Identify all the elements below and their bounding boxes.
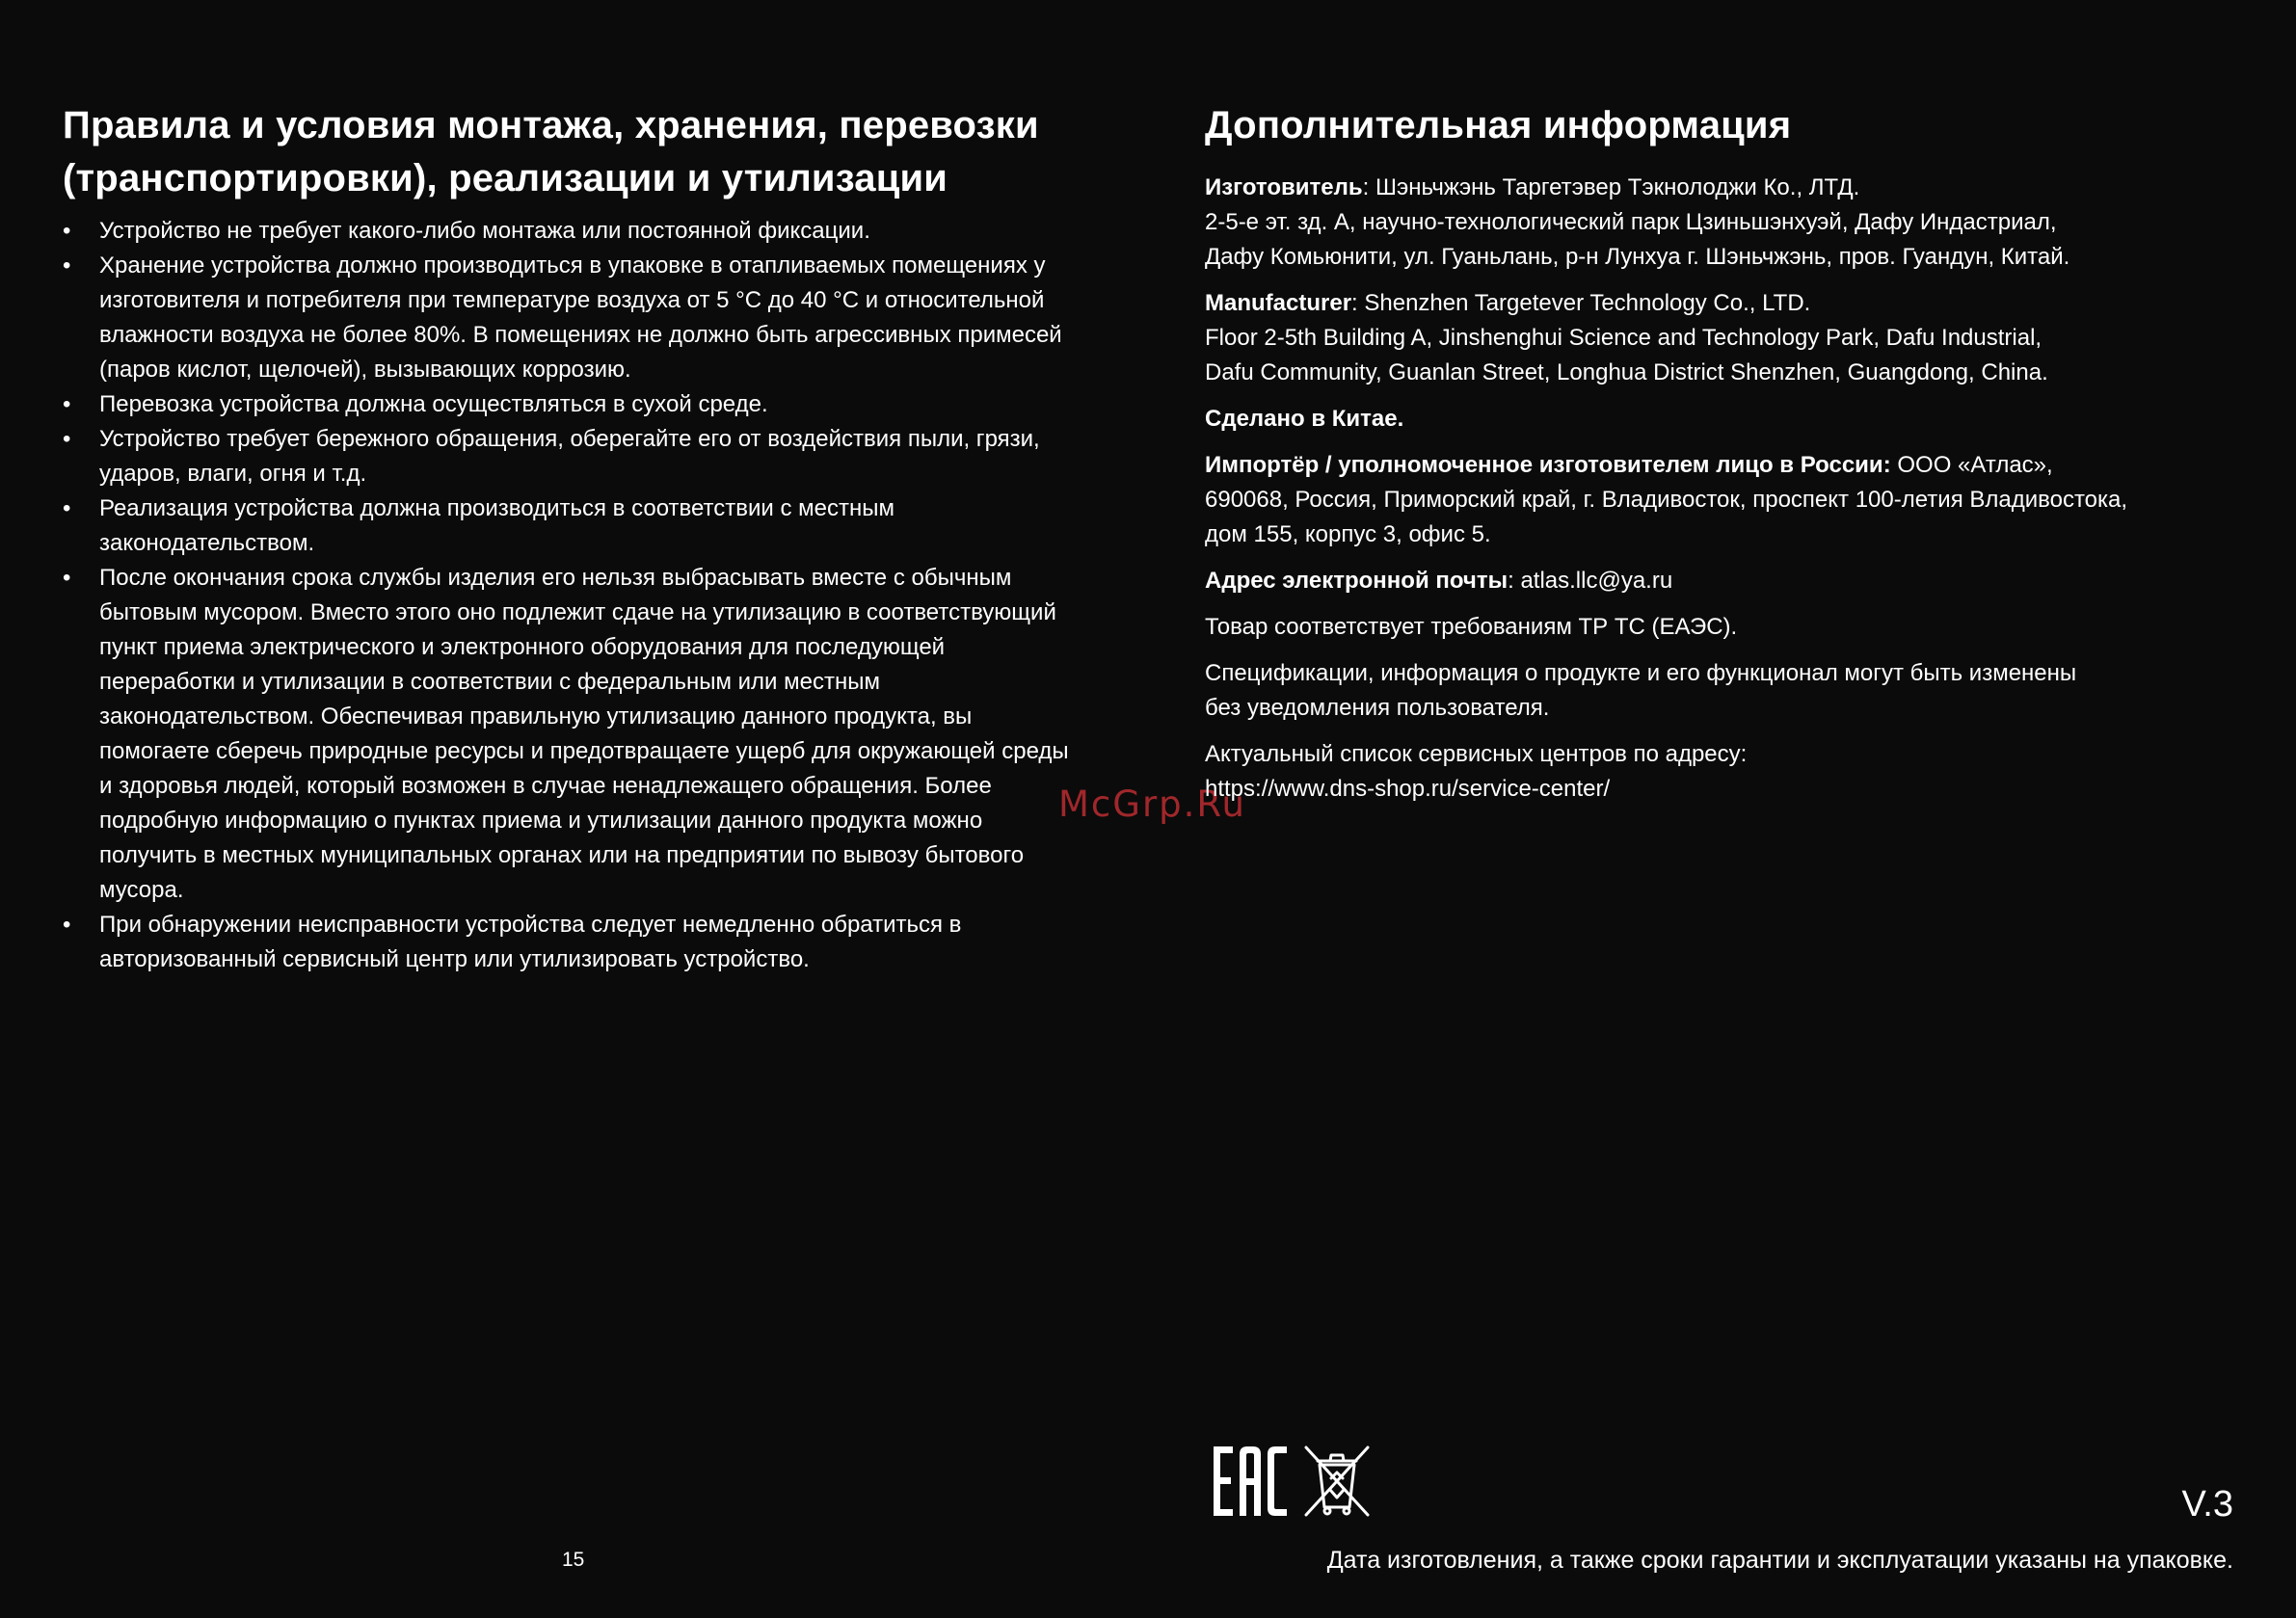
info-heading: Дополнительная информация <box>1205 104 1792 146</box>
page-number: 15 <box>562 1549 585 1571</box>
rule-text: Реализация устройства должна производиться в соответствии с местным законодательством. <box>99 495 894 556</box>
compliance <box>1205 610 2256 645</box>
manufacturer-en <box>1205 286 2256 390</box>
email <box>1205 564 2256 598</box>
footer-note: Дата изготовления, а также сроки гарантии и эксплуатации указаны на упаковке. <box>1326 1547 2233 1574</box>
manufacturer-en-address-line1: Floor 2-5th Building A, Jinshenghui Science and Technology Park, Dafu Industrial, <box>1205 325 2042 351</box>
certification-marks <box>1212 1443 1375 1520</box>
manufacturer-ru-address-line1: 2-5-е эт. зд. А, научно-технологический парк Цзиньшэнхуэй, Дафу Индастриал, <box>1205 209 2057 235</box>
email-label: Адрес электронной почты <box>1205 568 1508 594</box>
rule-item <box>63 387 1084 422</box>
rule-text: Хранение устройства должно производиться в упаковке в отапливаемых помещениях у изготовителя и потребителя при температуре воздуха от 5 °С до 40 °С и относительной влажности воздуха не более 80%. В помещениях не должно быть агрессивных примесей (паров кислот, щелочей), вызывающих коррозию. <box>99 252 1062 383</box>
importer-value: ООО «Атлас», <box>1890 452 2053 478</box>
crossed-bin-icon <box>1298 1442 1375 1521</box>
rule-item <box>63 422 1084 491</box>
email-value: : atlas.llc@ya.ru <box>1508 568 1673 594</box>
manufacturer-ru <box>1205 171 2256 275</box>
service-line1: Актуальный список сервисных центров по адресу: <box>1205 741 1748 767</box>
manufacturer-en-label: Manufacturer <box>1205 290 1352 316</box>
watermark: McGrp.Ru <box>1058 783 1246 825</box>
rule-text: Устройство требует бережного обращения, оберегайте его от воздействия пыли, грязи, ударов, влаги, огня и т.д. <box>99 426 1040 487</box>
eac-mark-icon <box>1212 1443 1289 1520</box>
importer <box>1205 448 2256 552</box>
rules-heading <box>63 99 1104 205</box>
right-page <box>1148 0 2296 1618</box>
bullet: • <box>63 565 71 591</box>
made-in <box>1205 402 2256 437</box>
service-url: https://www.dns-shop.ru/service-center/ <box>1205 776 1611 802</box>
bullet: • <box>63 391 71 417</box>
importer-label: Импортёр / уполномоченное изготовителем лицо в России: <box>1205 452 1891 478</box>
manufacturer-ru-address-line2: Дафу Комьюнити, ул. Гуаньлань, р-н Лунхуа г. Шэньчжэнь, пров. Гуандун, Китай. <box>1205 244 2070 270</box>
version-label: V.3 <box>2181 1484 2233 1525</box>
manufacturer-en-address-line2: Dafu Community, Guanlan Street, Longhua District Shenzhen, Guangdong, China. <box>1205 359 2048 385</box>
bullet: • <box>63 252 71 279</box>
importer-address-line1: 690068, Россия, Приморский край, г. Владивосток, проспект 100-летия Владивостока, <box>1205 487 2128 513</box>
rule-item <box>63 561 1084 908</box>
rules-heading-line1: Правила и условия монтажа, хранения, перевозки <box>63 104 1039 146</box>
spec-line1: Спецификации, информация о продукте и его функционал могут быть изменены <box>1205 660 2077 686</box>
rules-heading-line2: (транспортировки), реализации и утилизации <box>63 157 948 199</box>
bullet: • <box>63 426 71 452</box>
manufacturer-en-value: : Shenzhen Targetever Technology Co., LTD. <box>1351 290 1811 316</box>
rule-item <box>63 214 1084 249</box>
rule-item <box>63 491 1084 561</box>
rule-text: При обнаружении неисправности устройства следует немедленно обратиться в авторизованный сервисный центр или утилизировать устройство. <box>99 912 962 972</box>
rule-text: Перевозка устройства должна осуществляться в сухой среде. <box>99 391 768 417</box>
rule-item <box>63 249 1084 387</box>
info-block <box>1205 171 2256 818</box>
made-in-text: Сделано в Китае. <box>1205 406 1404 432</box>
manufacturer-ru-label: Изготовитель <box>1205 174 1363 200</box>
spec-line2: без уведомления пользователя. <box>1205 695 1550 721</box>
rule-item <box>63 908 1084 977</box>
bullet: • <box>63 495 71 521</box>
specifications-note <box>1205 656 2256 726</box>
bullet: • <box>63 218 71 244</box>
importer-address-line2: дом 155, корпус 3, офис 5. <box>1205 521 1491 547</box>
compliance-text: Товар соответствует требованиям ТР ТС (ЕАЭС). <box>1205 614 1738 640</box>
manufacturer-ru-value: : Шэньчжэнь Таргетэвер Тэкнолоджи Ко., ЛТД. <box>1362 174 1860 200</box>
bullet: • <box>63 912 71 938</box>
rule-text: Устройство не требует какого-либо монтажа или постоянной фиксации. <box>99 218 870 244</box>
rules-list <box>63 214 1084 977</box>
service-centers <box>1205 737 2256 807</box>
rule-text: После окончания срока службы изделия его нельзя выбрасывать вместе с обычным бытовым мусором. Вместо этого оно подлежит сдаче на утилизацию в соответствующий пункт приема электрического и электронного оборудования для последующей переработки и утилизации в соответствии с федеральным или местным законодательством. Обеспечивая правильную утилизацию данного продукта, вы помогаете сберечь природные ресурсы и предотвращаете ущерб для окружающей среды и здоровья людей, который возможен в случае ненадлежащего обращения. Более подробную информацию о пунктах приема и утилизации данного продукта можно получить в местных муниципальных органах или на предприятии по вывозу бытового мусора. <box>99 565 1069 903</box>
